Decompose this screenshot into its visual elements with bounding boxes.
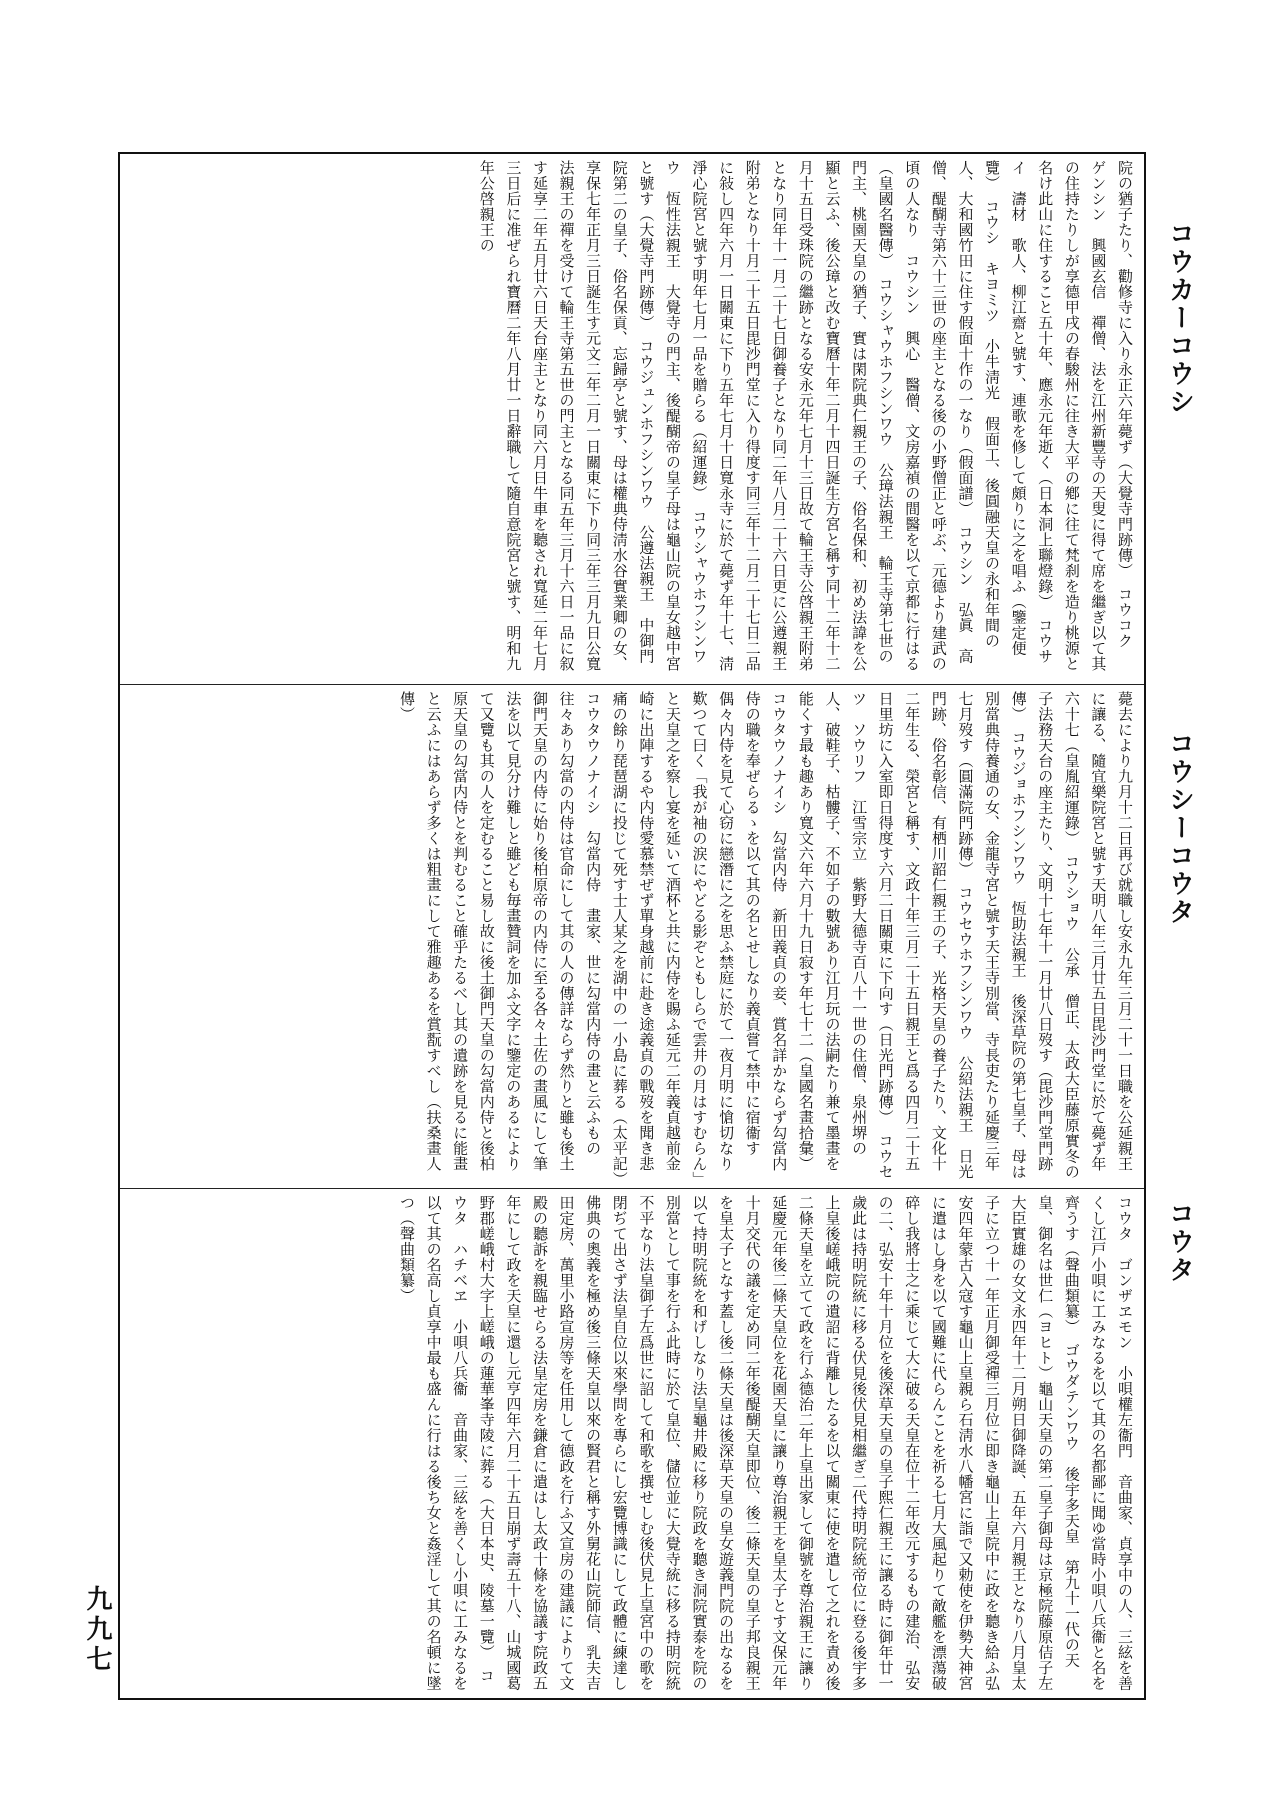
page-frame — [118, 152, 1146, 1700]
running-head-middle: コウシーコウタ — [1164, 730, 1195, 926]
page-number: 九九七 — [82, 1585, 112, 1675]
bottom-tier — [120, 1188, 1144, 1700]
bottom-tier-text: コウタ ゴンザヱモン 小唄權左衞門 音曲家、貞享中の人、三絃を善くし江戸小唄に工みなるを以て其の名都鄙に聞ゆ當時小唄八兵衞と名を齊うす（聲曲類纂） ゴウダテンワウ 後宇多天皇 第九十一代の天皇、御名は世仁（ヨヒト）龜山天皇の第二皇子御母は京極院藤原佶子左大臣實雄の女文永四年十二月朔日御降誕、五年六月親王となり八月皇太子に立つ十一年正月御受禪三月位に即き龜山上皇院中に政を聽き給ふ弘安四年蒙古入寇す龜山上皇親ら石淸水八幡宮に詣で又勅使を伊勢大神宮に遣はし身を以て國難に代らんことを祈る七月大風起りて敵艦を漂蕩破碎し我將士之に乘じて大に破る天皇在位十二年改元するもの建治、弘安の二、弘安十年十月位を後深草天皇の皇子熙仁親王に讓る時に御年廿一歲此は持明院統に移る伏見後伏見相繼ぎ二代持明院統帝位に登る後宇多上皇後嵯峨院の遺詔に背離したるを以て關東に使を遣して之れを責め後二條天皇を立てて政を行ふ德治二年上皇出家して御號を尊治親王に讓り延慶元年後二條天皇位を花園天皇に讓り尊治親王を皇太子とす文保元年十月交代の議を定め同二年後醍醐天皇即位、後二條天皇の皇子邦良親王を皇太子となす蓋し後二條天皇は後深草天皇の皇女遊義門院の出なるを以て持明院統を和げしなり法皇龜井殿に移り院政を聽き洞院實泰を院の別當として事を行ふ此時に於て皇位、儲位並に大覺寺統に移る持明院統不平なり法皇御子左爲世に詔して和歌を撰せしむ後伏見上皇宮中の歌を閉ぢて出さず法皇自位以來學問を專らにし宏覽博識にして政體に練達し佛典の奧義を極め後三條天皇以來の賢君と稱す外舅花山院師信、乳夫吉田定房、萬里小路宣房等を任用して德政を行ふ又宣房の建議によりて文殿の聽訴を親臨せらる法皇定房を鎌倉に遣はし太政十條を協議す院政五年にして政を天皇に還し元亨四年六月二十五日崩ず壽五十八、山城國葛野郡嵯峨村大字上嵯峨の蓮華峯寺陵に葬る（大日本史、陵墓一覽） コウタ ハチベヱ 小唄八兵衞 音曲家、三絃を善くし小唄に工みなるを以て其の名高し貞享中最も盛んに行はる後ち女と姦淫して其の名頓に墜つ（聲曲類纂） — [397, 1195, 1134, 1691]
running-head-bottom: コウタ — [1164, 1200, 1195, 1284]
middle-tier-text: 薨去により九月十二日再び就職し安永九年三月二十一日職を公延親王に讓る、隨宜樂院宮と號す天明八年三月廿五日毘沙門堂に於て薨ず年六十七（皇胤紹運錄） コウショウ 公承 僧正、太政大臣藤原實冬の子法務天台の座主たり、文明十七年十一月廿八日歿す（毘沙門堂門跡傳） コウジョホフシンワウ 恆助法親王 後深草院の第七皇子、母は別當典侍養通の女、金龍寺宮と號す天王寺別當、寺長吏たり延慶三年七月歿す（圓滿院門跡傳） コウセウホフシンワウ 公紹法親王 日光門跡、俗名彰信、有栖川韶仁親王の子、光格天皇の養子たり、文化十二年生る、榮宮と稱す、文政十年三月二十五日親王と爲る四月二十五日里坊に入室即日得度す六月二日關東に下向す（日光門跡傳） コウセツ ソウリフ 江雪宗立 紫野大德寺百八十一世の住僧、泉州堺の人、破鞋子、枯髏子、不如子の數號あり江月玩の法嗣たり兼て墨畫を能くす最も趣あり寬文六年六月十九日寂す年七十二（皇國名畫拾彙） コウタウノナイシ 勾當内侍 新田義貞の妾、賞名詳かならず勾當内侍の職を奉ぜらるゝを以て其の名とせしなり義貞嘗て禁中に宿衞す偶々内侍を見て心窃に戀潛に之を思ふ禁庭に於て一夜月明に愴切なり歎つて曰く「我が袖の涙にやどる影ぞともしらで雲井の月はすむらん」と天皇之を察し宴を延いて酒杯と共に内侍を賜ふ延元二年義貞越前金崎に出陣するや内侍愛慕禁ぜず單身越前に赴き途義貞の戰歿を聞き悲痛の餘り琵琶湖に投じて死す士人某之を湖中の一小島に葬る（太平記） コウタウノナイシ 勾當内侍 畫家、世に勾當内侍の畫と云ふもの往々あり勾當の内侍は官命にして其の人の傳詳ならず然りと雖も後土御門天皇の内侍に始り後柏原帝の内侍に至る各々土佐の畫風にして筆法を以て見分け難しと雖ども毎畫贊詞を加ふ文字に鑒定のあるによりて又覽も其の人を定むること易し故に後土御門天皇の勾當内侍と後柏原天皇の勾當内侍とを判むること確乎たるべし其の遺跡を見るに能畫と云ふにはあらず多くは粗畫にして雅趣あるを賞翫すべし（扶桑畫人傳） — [397, 691, 1134, 1195]
top-tier — [120, 154, 1144, 684]
top-tier-text: 院の猶子たり、勸修寺に入り永正六年薨ず（大覺寺門跡傳） コウコク ゲンシン 興國玄信 禪僧、法を江州新豐寺の天叟に得て席を繼ぎ以て其の住持たりしが享德甲戌の春駿州に往き大平の鄕に往て梵刹を造り桃源と名け此山に住すること五十年、應永元年逝く（日本洞上聯燈錄） コウサイ 濤材 歌人、柳江齋と號す、連歌を修して頗りに之を唱ふ（鑒定便覽） コウシ キヨミツ 小牛淸光 假面工、後圓融天皇の永和年間の人、大和國竹田に住す假面十作の一なり（假面譜） コウシン 弘眞 高僧、醍醐寺第六十三世の座主となる後の小野僧正と呼ぶ、元德より建武の頃の人なり コウシン 興心 醫僧、文房嘉禎の間醫を以て京都に行はる（皇國名醫傳） コウシャウホフシンワウ 公璋法親王 輪王寺第七世の門主、桃園天皇の猶子、實は閑院典仁親王の子、俗名保和、初め法諱を公顯と云ふ、後公璋と改む寶曆十年二月十四日誕生方宮と稱す同十二年十二月十五日受珠院の繼跡となる安永元年七月十三日故て輪王寺公啓親王附弟となり同年十一月二十七日御養子となり同二年八月二十六日更に公遵親王附弟となり十月二十五日毘沙門堂に入り得度す同三年十二月二十七日二品に敍し四年六月一日關東に下り五年七月十日寬永寺に於て薨ず年十七、淸淨心院宮と號す明年七月一品を贈らる（紹運錄） コウシャウホフシンワウ 恆性法親王 大覺寺の門主、後醍醐帝の皇子母は龜山院の皇女越中宮と號す（大覺寺門跡傳） コウジュンホフシンワウ 公遵法親王 中御門院第二の皇子、俗名保貢、忘歸亭と號す、母は權典侍淸水谷實業卿の女、享保七年正月三日誕生す元文二年二月一日關東に下り同三年三月九日公寬法親王の禪を受けて輪王寺第五世の門主となる同五年三月十六日一品に叙す延享二年五月廿六日天台座主となり同六月日牛車を聽され寬延二年七月三日后に准ぜられ寶曆二年八月廿一日辭職して隨自意院宮と號す、明和九年公啓親王の — [477, 160, 1134, 672]
running-head-top: コウカーコウシ — [1164, 220, 1195, 416]
middle-tier — [120, 684, 1144, 1195]
